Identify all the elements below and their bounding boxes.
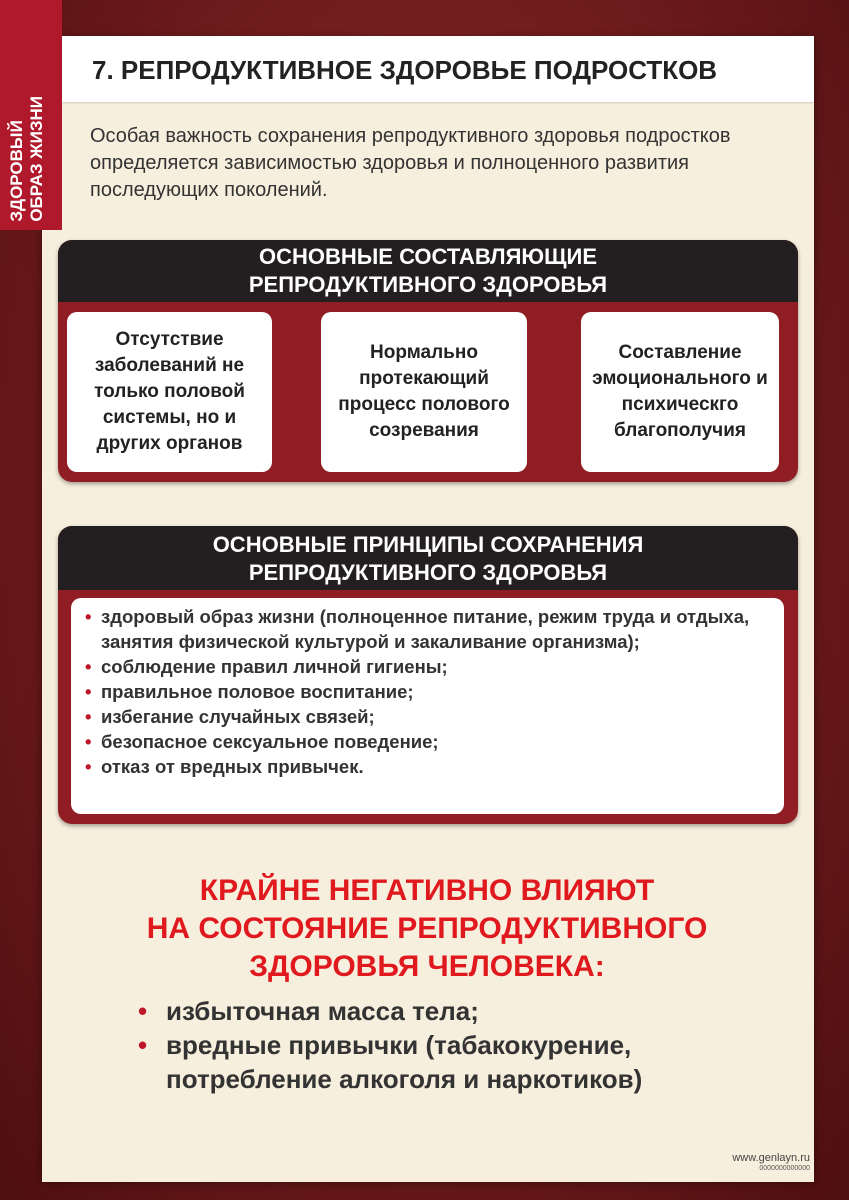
principles-box xyxy=(58,526,798,824)
list-item: • безопасное сексуальное поведение; xyxy=(85,729,770,754)
list-item: • правильное половое воспитание; xyxy=(85,679,770,704)
page-title: 7. РЕПРОДУКТИВНОЕ ЗДОРОВЬЕ ПОДРОСТКОВ xyxy=(92,55,718,85)
component-card: Составление эмоционального и психическго благополучия xyxy=(581,312,779,472)
principles-list xyxy=(71,598,784,814)
list-item: • избегание случайных связей; xyxy=(85,704,770,729)
side-tab-text xyxy=(7,96,47,222)
warning-heading xyxy=(62,872,792,986)
components-heading-line1: ОСНОВНЫЕ СОСТАВЛЯЮЩИЕ xyxy=(258,244,597,269)
principles-heading-line1: ОСНОВНЫЕ ПРИНЦИПЫ СОХРАНЕНИЯ xyxy=(212,532,644,557)
footer-site: www.genlayn.ru xyxy=(732,1152,810,1164)
components-box xyxy=(58,240,798,482)
warning-line3: ЗДОРОВЬЯ ЧЕЛОВЕКА: xyxy=(249,950,605,983)
principles-heading-line2: РЕПРОДУКТИВНОГО ЗДОРОВЬЯ xyxy=(248,560,608,585)
side-tab xyxy=(0,0,62,230)
footer-code: 0000000000000 xyxy=(759,1165,810,1172)
warning-line2: НА СОСТОЯНИЕ РЕПРОДУКТИВНОГО xyxy=(146,912,708,945)
component-card: Отсутствие заболеваний не только половой системы, но и других органов xyxy=(67,312,272,472)
title-bar xyxy=(62,36,814,102)
intro-text: Особая важность сохранения репродуктивного здоровья подростков определяется зависимостью здоровья и полноценного развития последующих поколений. xyxy=(90,125,731,201)
list-item: • здоровый образ жизни (полноценное питание, режим труда и отдыха, занятия физической культурой и закаливание организма); xyxy=(85,604,770,654)
negatives-list xyxy=(138,994,778,1096)
side-tab-line2: ОБРАЗ ЖИЗНИ xyxy=(27,96,46,222)
components-heading-line2: РЕПРОДУКТИВНОГО ЗДОРОВЬЯ xyxy=(248,272,608,297)
side-tab-line1: ЗДОРОВЫЙ xyxy=(7,120,26,222)
components-heading xyxy=(58,240,798,302)
list-item: • избыточная масса тела; xyxy=(138,994,778,1028)
list-item: • соблюдение правил личной гигиены; xyxy=(85,654,770,679)
list-item: • отказ от вредных привычек. xyxy=(85,754,770,779)
list-item: • вредные привычки (табакокурение, потребление алкоголя и наркотиков) xyxy=(138,1028,778,1096)
warning-line1: КРАЙНЕ НЕГАТИВНО ВЛИЯЮТ xyxy=(199,874,655,907)
component-card: Нормально протекающий процесс полового созревания xyxy=(321,312,527,472)
principles-heading xyxy=(58,526,798,590)
